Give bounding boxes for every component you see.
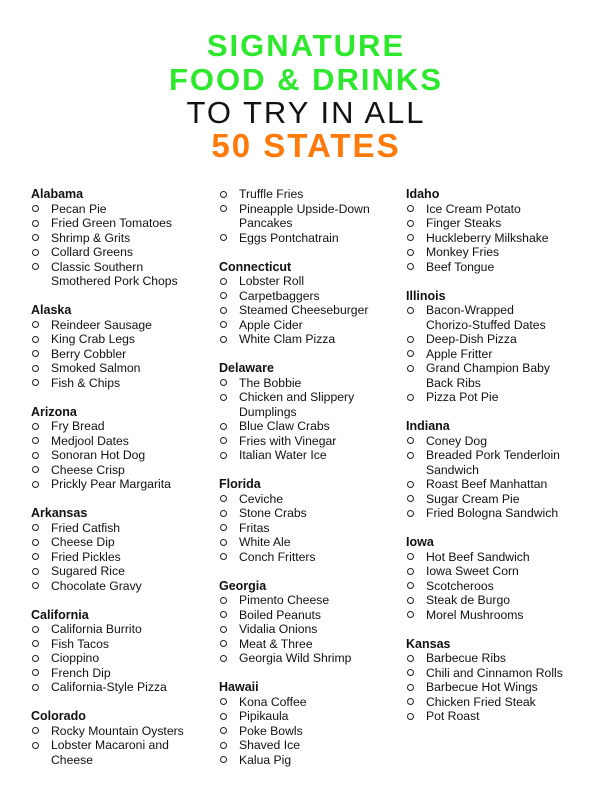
item-label: Barbecue Hot Wings (426, 680, 538, 694)
state-section (219, 361, 409, 463)
item-label: Chicken Fried Steak (426, 694, 536, 709)
item-label: Conch Fritters (239, 549, 316, 564)
checkbox-circle-icon[interactable] (407, 510, 414, 517)
checklist-item[interactable] (31, 419, 221, 434)
item-label: Classic Southern Smothered Pork Chops (51, 259, 178, 288)
state-heading: Kansas (406, 636, 451, 651)
item-label: Pipikaula (239, 709, 289, 723)
checkbox-circle-icon[interactable] (32, 553, 39, 560)
checklist-item[interactable] (31, 448, 221, 463)
checkbox-circle-icon[interactable] (220, 698, 227, 705)
checklist-item[interactable] (406, 709, 596, 724)
checkbox-circle-icon[interactable] (220, 321, 227, 328)
title-line-food-drinks: FOOD & DRINKS (169, 62, 443, 97)
checkbox-circle-icon[interactable] (407, 205, 414, 212)
checklist-item[interactable] (219, 506, 409, 521)
state-section (406, 637, 596, 724)
column-3 (406, 187, 596, 738)
checkbox-circle-icon[interactable] (407, 452, 414, 459)
checkbox-circle-icon[interactable] (32, 727, 39, 734)
item-label: Chocolate Gravy (51, 578, 142, 593)
item-label: Fried Catfish (51, 520, 121, 535)
checklist-item[interactable] (219, 608, 409, 623)
item-label: Fry Bread (51, 419, 105, 433)
checkbox-circle-icon[interactable] (407, 597, 414, 604)
state-section (406, 289, 596, 405)
checklist-item[interactable] (31, 318, 221, 333)
checkbox-circle-icon[interactable] (407, 220, 414, 227)
checklist-item[interactable] (31, 260, 221, 289)
item-label: Pineapple Upside-Down Pancakes (239, 201, 370, 230)
item-label: Steamed Cheeseburger (239, 303, 369, 317)
checklist-item[interactable] (406, 245, 596, 260)
item-label: Finger Steaks (426, 216, 502, 230)
checklist-item[interactable] (31, 347, 221, 362)
checkbox-circle-icon[interactable] (407, 495, 414, 502)
item-label: Pizza Pot Pie (426, 390, 499, 404)
item-label: French Dip (51, 665, 111, 680)
item-label: Poke Bowls (239, 723, 303, 738)
checkbox-circle-icon[interactable] (220, 524, 227, 531)
item-label: Breaded Pork Tenderloin Sandwich (426, 448, 560, 477)
item-label: Rocky Mountain Oysters (51, 723, 184, 738)
state-section (219, 477, 409, 564)
checklist-item[interactable] (219, 274, 409, 289)
item-label: Scotcheroos (426, 578, 494, 593)
checkbox-circle-icon[interactable] (220, 640, 227, 647)
checklist-item[interactable] (219, 724, 409, 739)
state-heading: Delaware (219, 361, 274, 375)
item-label: King Crab Legs (51, 332, 136, 346)
checklist-item[interactable] (219, 738, 409, 753)
item-label: Chicken and Slippery Dumplings (239, 390, 355, 419)
item-label: Monkey Fries (426, 245, 500, 259)
checklist-item[interactable] (31, 637, 221, 652)
state-heading: Hawaii (219, 680, 259, 694)
checklist-item[interactable] (31, 332, 221, 347)
checkbox-circle-icon[interactable] (220, 597, 227, 604)
checklist-item[interactable] (219, 231, 409, 246)
checkbox-circle-icon[interactable] (32, 568, 39, 575)
item-label: Morel Mushrooms (426, 607, 524, 622)
state-section (31, 709, 221, 767)
checklist-item[interactable] (406, 303, 596, 332)
checkbox-circle-icon[interactable] (32, 205, 39, 212)
item-label: Lobster Roll (239, 274, 305, 288)
checklist-item[interactable] (406, 608, 596, 623)
item-label: Chili and Cinnamon Rolls (426, 665, 563, 680)
checkbox-circle-icon[interactable] (407, 336, 414, 343)
item-label: White Clam Pizza (239, 332, 336, 346)
checkbox-circle-icon[interactable] (220, 495, 227, 502)
item-label: Vidalia Onions (239, 622, 318, 636)
state-section (406, 535, 596, 622)
checklist-item[interactable] (406, 260, 596, 275)
checklist-item[interactable] (219, 332, 409, 347)
checklist-item[interactable] (31, 202, 221, 217)
item-label: Apple Cider (239, 317, 303, 332)
state-heading: Idaho (406, 187, 440, 201)
state-heading: Connecticut (219, 259, 292, 274)
checkbox-circle-icon[interactable] (32, 742, 39, 749)
checklist-item[interactable] (31, 463, 221, 478)
checkbox-circle-icon[interactable] (407, 263, 414, 270)
item-label: Deep-Dish Pizza (426, 332, 517, 346)
state-section (219, 187, 409, 245)
checklist-item[interactable] (219, 303, 409, 318)
checklist-item[interactable] (219, 535, 409, 550)
checkbox-circle-icon[interactable] (220, 278, 227, 285)
checkbox-circle-icon[interactable] (32, 684, 39, 691)
state-section (219, 260, 409, 347)
checklist-item[interactable] (406, 361, 596, 390)
checklist-item[interactable] (31, 231, 221, 246)
item-label: Roast Beef Manhattan (426, 477, 548, 491)
item-label: Cheese Dip (51, 535, 115, 549)
checklist-item[interactable] (31, 680, 221, 695)
checkbox-circle-icon[interactable] (32, 481, 39, 488)
checklist-item[interactable] (31, 724, 221, 739)
state-section (31, 405, 221, 492)
checkbox-circle-icon[interactable] (407, 568, 414, 575)
checkbox-circle-icon[interactable] (220, 713, 227, 720)
item-label: Pecan Pie (51, 201, 107, 216)
title-line-signature: SIGNATURE (206, 28, 406, 63)
item-label: Eggs Pontchatrain (239, 230, 339, 245)
checklist-item[interactable] (31, 434, 221, 449)
checkbox-circle-icon[interactable] (407, 611, 414, 618)
item-label: Prickly Pear Margarita (51, 477, 171, 491)
checklist-item[interactable] (406, 593, 596, 608)
checkbox-circle-icon[interactable] (407, 249, 414, 256)
checklist-item[interactable] (406, 564, 596, 579)
item-label: Fish & Chips (51, 375, 121, 390)
state-section (219, 579, 409, 666)
checklist-item[interactable] (219, 521, 409, 536)
state-section (219, 680, 409, 767)
checklist-item[interactable] (219, 318, 409, 333)
item-label: Carpetbaggers (239, 288, 320, 303)
item-label: Fried Pickles (51, 549, 121, 564)
checkbox-circle-icon[interactable] (220, 336, 227, 343)
checkbox-circle-icon[interactable] (407, 365, 414, 372)
checkbox-circle-icon[interactable] (220, 205, 227, 212)
checkbox-circle-icon[interactable] (220, 379, 227, 386)
checkbox-circle-icon[interactable] (32, 321, 39, 328)
title-line-50-states: 50 STATES (211, 127, 401, 164)
checklist-item[interactable] (406, 695, 596, 710)
state-section (31, 608, 221, 695)
checklist-item[interactable] (31, 666, 221, 681)
item-label: Stone Crabs (239, 506, 307, 520)
checklist-item[interactable] (31, 622, 221, 637)
state-section (31, 303, 221, 390)
checkbox-circle-icon[interactable] (407, 553, 414, 560)
checklist-item[interactable] (219, 492, 409, 507)
state-heading: Florida (219, 477, 261, 491)
item-label: Beef Tongue (426, 259, 495, 274)
checkbox-circle-icon[interactable] (220, 510, 227, 517)
checklist-item[interactable] (219, 753, 409, 768)
checkbox-circle-icon[interactable] (407, 669, 414, 676)
item-label: Hot Beef Sandwich (426, 549, 530, 564)
checkbox-circle-icon[interactable] (220, 423, 227, 430)
checklist-item[interactable] (219, 419, 409, 434)
checklist-item[interactable] (406, 579, 596, 594)
checkbox-circle-icon[interactable] (407, 394, 414, 401)
item-label: Georgia Wild Shrimp (239, 651, 352, 665)
state-section (31, 506, 221, 593)
checklist-item[interactable] (406, 434, 596, 449)
checkbox-circle-icon[interactable] (32, 452, 39, 459)
item-label: Ceviche (239, 491, 284, 506)
state-heading: Arkansas (31, 506, 88, 520)
item-label: Smoked Salmon (51, 361, 141, 375)
checkbox-circle-icon[interactable] (220, 611, 227, 618)
state-heading: Indiana (406, 419, 450, 433)
item-label: Sonoran Hot Dog (51, 448, 146, 462)
checklist-item[interactable] (31, 477, 221, 492)
checklist-item[interactable] (31, 550, 221, 565)
checklist-item[interactable] (31, 535, 221, 550)
checklist-item[interactable] (31, 564, 221, 579)
checklist-item[interactable] (31, 651, 221, 666)
item-label: Sugared Rice (51, 564, 125, 578)
state-heading: Colorado (31, 709, 86, 723)
item-label: The Bobbie (239, 375, 302, 390)
checkbox-circle-icon[interactable] (220, 307, 227, 314)
checkbox-circle-icon[interactable] (32, 336, 39, 343)
item-label: Reindeer Sausage (51, 317, 152, 332)
checklist-item[interactable] (31, 579, 221, 594)
checklist-item[interactable] (406, 550, 596, 565)
checkbox-circle-icon[interactable] (407, 684, 414, 691)
item-label: Iowa Sweet Corn (426, 564, 519, 578)
checkbox-circle-icon[interactable] (220, 742, 227, 749)
checklist-item[interactable] (406, 666, 596, 681)
item-label: Pimento Cheese (239, 593, 330, 607)
checkbox-circle-icon[interactable] (220, 191, 227, 198)
checkbox-circle-icon[interactable] (32, 437, 39, 444)
title-line-to-try: TO TRY IN ALL (186, 95, 426, 130)
column-1 (31, 187, 221, 782)
checkbox-circle-icon[interactable] (407, 481, 414, 488)
item-label: Kona Coffee (239, 694, 307, 709)
checkbox-circle-icon[interactable] (32, 466, 39, 473)
checkbox-circle-icon[interactable] (32, 626, 39, 633)
checklist-item[interactable] (219, 651, 409, 666)
item-label: Meat & Three (239, 636, 313, 651)
checkbox-circle-icon[interactable] (220, 756, 227, 763)
item-label: Shaved Ice (239, 738, 300, 752)
state-section (406, 187, 596, 274)
state-heading: Illinois (406, 288, 446, 303)
item-label: Grand Champion Baby Back Ribs (426, 361, 550, 390)
item-label: Collard Greens (51, 245, 133, 259)
checkbox-circle-icon[interactable] (32, 539, 39, 546)
checklist-item[interactable] (219, 695, 409, 710)
item-label: Ice Cream Potato (426, 201, 521, 216)
checkbox-circle-icon[interactable] (407, 655, 414, 662)
checkbox-circle-icon[interactable] (407, 698, 414, 705)
checklist-item[interactable] (219, 434, 409, 449)
checkbox-circle-icon[interactable] (32, 582, 39, 589)
checkbox-circle-icon[interactable] (220, 539, 227, 546)
checklist-item[interactable] (31, 361, 221, 376)
state-heading: Alaska (31, 303, 72, 317)
checklist-item[interactable] (406, 390, 596, 405)
item-label: Fish Tacos (51, 636, 110, 651)
checkbox-circle-icon[interactable] (407, 437, 414, 444)
item-label: Coney Dog (426, 433, 487, 448)
checkbox-circle-icon[interactable] (407, 713, 414, 720)
checkbox-circle-icon[interactable] (220, 234, 227, 241)
checklist-item[interactable] (406, 332, 596, 347)
state-heading: California (31, 607, 89, 622)
checklist-item[interactable] (31, 738, 221, 767)
item-label: California-Style Pizza (51, 680, 167, 694)
checkbox-circle-icon[interactable] (220, 553, 227, 560)
item-label: Fritas (239, 520, 270, 535)
state-heading: Alabama (31, 187, 84, 201)
item-label: Barbecue Ribs (426, 651, 506, 665)
checkbox-circle-icon[interactable] (220, 655, 227, 662)
checklist-item[interactable] (219, 637, 409, 652)
checklist-item[interactable] (406, 680, 596, 695)
item-label: Fried Bologna Sandwich (426, 506, 559, 520)
checkbox-circle-icon[interactable] (32, 234, 39, 241)
item-label: Berry Cobbler (51, 346, 127, 361)
checklist-item[interactable] (31, 245, 221, 260)
state-heading: Arizona (31, 404, 77, 419)
checkbox-circle-icon[interactable] (32, 669, 39, 676)
item-label: Apple Fritter (426, 346, 493, 361)
checkbox-circle-icon[interactable] (32, 379, 39, 386)
item-label: Truffle Fries (239, 187, 304, 201)
checkbox-circle-icon[interactable] (407, 307, 414, 314)
state-section (406, 419, 596, 521)
checklist-item[interactable] (219, 390, 409, 419)
checkbox-circle-icon[interactable] (220, 394, 227, 401)
checklist-item[interactable] (31, 521, 221, 536)
checkbox-circle-icon[interactable] (220, 292, 227, 299)
checklist-item[interactable] (406, 448, 596, 477)
item-label: Bacon-Wrapped Chorizo-Stuffed Dates (426, 303, 546, 332)
checklist-item[interactable] (31, 376, 221, 391)
item-label: California Burrito (51, 622, 142, 636)
checkbox-circle-icon[interactable] (32, 423, 39, 430)
checklist-item[interactable] (406, 202, 596, 217)
item-label: Steak de Burgo (426, 593, 511, 607)
item-label: Huckleberry Milkshake (426, 230, 549, 245)
checklist-item[interactable] (219, 550, 409, 565)
item-label: Blue Claw Crabs (239, 419, 330, 433)
item-label: Cioppino (51, 651, 100, 665)
checkbox-circle-icon[interactable] (32, 263, 39, 270)
checklist-item[interactable] (406, 492, 596, 507)
checkbox-circle-icon[interactable] (220, 727, 227, 734)
checklist-item[interactable] (406, 651, 596, 666)
item-label: Medjool Dates (51, 433, 129, 448)
item-label: Fries with Vinegar (239, 433, 337, 448)
checklist-item[interactable] (406, 347, 596, 362)
column-2 (219, 187, 409, 782)
checkbox-circle-icon[interactable] (32, 220, 39, 227)
item-label: Pot Roast (426, 709, 480, 723)
item-label: White Ale (239, 535, 291, 549)
checklist-item[interactable] (406, 506, 596, 521)
item-label: Boiled Peanuts (239, 607, 321, 622)
checklist-item[interactable] (219, 202, 409, 231)
checkbox-circle-icon[interactable] (32, 249, 39, 256)
checkbox-circle-icon[interactable] (32, 524, 39, 531)
state-heading: Georgia (219, 578, 267, 593)
checkbox-circle-icon[interactable] (407, 350, 414, 357)
checkbox-circle-icon[interactable] (220, 452, 227, 459)
state-heading: Iowa (406, 535, 434, 549)
checklist-item[interactable] (31, 216, 221, 231)
item-label: Shrimp & Grits (51, 230, 131, 245)
checklist-item[interactable] (406, 231, 596, 246)
checkbox-circle-icon[interactable] (407, 582, 414, 589)
checklist-item[interactable] (406, 216, 596, 231)
checklist-item[interactable] (406, 477, 596, 492)
checkbox-circle-icon[interactable] (220, 626, 227, 633)
checkbox-circle-icon[interactable] (32, 640, 39, 647)
checkbox-circle-icon[interactable] (32, 350, 39, 357)
checkbox-circle-icon[interactable] (32, 655, 39, 662)
item-label: Italian Water Ice (239, 448, 327, 462)
checklist-item[interactable] (219, 448, 409, 463)
checklist-item[interactable] (219, 187, 409, 202)
checklist-item[interactable] (219, 709, 409, 724)
checkbox-circle-icon[interactable] (407, 234, 414, 241)
checklist-item[interactable] (219, 593, 409, 608)
state-section (31, 187, 221, 289)
item-label: Lobster Macaroni and Cheese (51, 738, 169, 767)
item-label: Fried Green Tomatoes (51, 216, 173, 230)
item-label: Sugar Cream Pie (426, 491, 520, 506)
item-label: Cheese Crisp (51, 462, 125, 477)
checklist-item[interactable] (219, 622, 409, 637)
checklist-item[interactable] (219, 289, 409, 304)
item-label: Kalua Pig (239, 752, 292, 767)
checkbox-circle-icon[interactable] (220, 437, 227, 444)
checklist-item[interactable] (219, 376, 409, 391)
checkbox-circle-icon[interactable] (32, 365, 39, 372)
